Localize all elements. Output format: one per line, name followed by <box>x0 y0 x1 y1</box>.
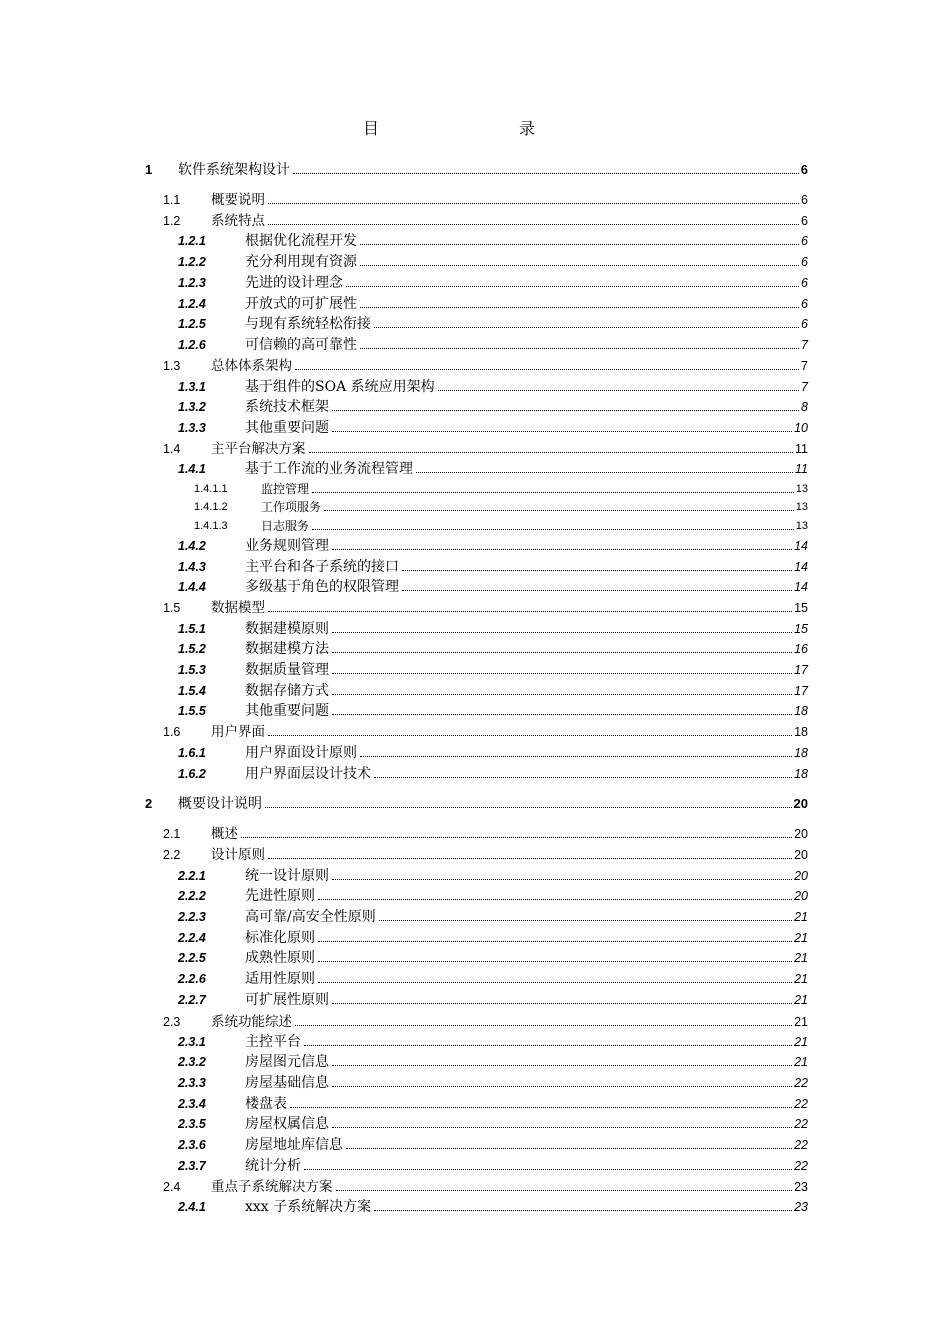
toc-entry-page: 20 <box>794 827 808 841</box>
toc-entry-title: 成熟性原则 <box>245 950 315 966</box>
toc-leader-dots <box>438 390 799 391</box>
toc-leader-dots <box>295 1025 792 1026</box>
toc-entry[interactable] <box>178 1135 808 1153</box>
toc-entry[interactable] <box>178 294 808 312</box>
toc-entry[interactable] <box>178 907 808 925</box>
toc-entry-page: 6 <box>801 255 808 269</box>
toc-entry[interactable] <box>178 764 808 782</box>
toc-entry-page: 23 <box>794 1180 808 1194</box>
toc-leader-dots <box>332 549 792 550</box>
toc-entry-number: 1.5.4 <box>178 684 206 698</box>
toc-entry[interactable] <box>178 681 808 699</box>
page-title: 目 录 <box>362 119 571 138</box>
toc-entry-number: 2.3.2 <box>178 1055 206 1069</box>
toc-entry-number: 1.5.5 <box>178 704 206 718</box>
toc-entry-page: 17 <box>794 684 808 698</box>
toc-entry-number: 1.3.2 <box>178 400 206 414</box>
toc-entry-title: 根据优化流程开发 <box>245 233 357 249</box>
toc-entry-page: 21 <box>794 931 808 945</box>
toc-leader-dots <box>332 673 792 674</box>
toc-entry-title: 重点子系统解决方案 <box>211 1179 333 1195</box>
toc-entry[interactable] <box>163 211 808 229</box>
toc-entry[interactable] <box>145 794 808 812</box>
toc-leader-dots <box>336 1190 793 1191</box>
toc-entry-number: 2.3.3 <box>178 1076 206 1090</box>
toc-entry-page: 18 <box>794 725 808 739</box>
toc-entry[interactable] <box>178 377 808 395</box>
toc-entry[interactable] <box>178 886 808 904</box>
toc-entry[interactable] <box>178 252 808 270</box>
toc-leader-dots <box>332 714 792 715</box>
toc-entry-title: 房屋地址库信息 <box>245 1137 343 1153</box>
toc-entry-number: 2.2.2 <box>178 889 206 903</box>
toc-entry-title: 适用性原则 <box>245 971 315 987</box>
toc-entry-title: 充分利用现有资源 <box>245 254 357 270</box>
toc-entry-number: 1.4.3 <box>178 560 206 574</box>
toc-entry[interactable] <box>178 397 808 415</box>
toc-entry-title: 总体体系架构 <box>211 358 292 374</box>
toc-leader-dots <box>268 735 792 736</box>
toc-entry-title: 软件系统架构设计 <box>178 162 290 178</box>
toc-entry[interactable] <box>178 660 808 678</box>
toc-entry[interactable] <box>178 639 808 657</box>
toc-leader-dots <box>402 570 792 571</box>
toc-entry-title: 日志服务 <box>261 519 310 533</box>
toc-entry-number: 1.3 <box>163 359 181 373</box>
toc-entry-page: 22 <box>794 1076 808 1090</box>
toc-entry-title: xxx 子系统解决方案 <box>245 1199 372 1215</box>
toc-entry[interactable] <box>178 1052 808 1070</box>
toc-leader-dots <box>318 982 792 983</box>
toc-entry-page: 21 <box>794 993 808 1007</box>
toc-leader-dots <box>265 807 792 808</box>
toc-entry-title: 主控平台 <box>245 1034 301 1050</box>
toc-leader-dots <box>304 1169 792 1170</box>
toc-entry[interactable] <box>163 1177 808 1195</box>
toc-leader-dots <box>312 529 794 530</box>
toc-entry-title: 设计原则 <box>211 847 265 863</box>
toc-entry-number: 1.6 <box>163 725 181 739</box>
toc-entry-title: 概要设计说明 <box>178 796 262 812</box>
toc-leader-dots <box>312 492 794 493</box>
toc-entry-page: 14 <box>794 580 808 594</box>
toc-entry-title: 数据建模原则 <box>245 621 329 637</box>
toc-entry-page: 13 <box>795 501 808 513</box>
toc-leader-dots <box>290 1107 792 1108</box>
toc-entry-title: 先进性原则 <box>245 888 315 904</box>
toc-entry[interactable] <box>194 518 808 534</box>
toc-entry-title: 高可靠/高安全性原则 <box>245 909 376 925</box>
toc-entry-title: 开放式的可扩展性 <box>245 296 357 312</box>
toc-entry-title: 基于工作流的业务流程管理 <box>245 461 413 477</box>
toc-entry-number: 2.3.4 <box>178 1097 206 1111</box>
toc-entry-page: 10 <box>794 421 808 435</box>
toc-entry-page: 15 <box>794 622 808 636</box>
toc-entry-page: 7 <box>801 359 808 373</box>
toc-entry-title: 概述 <box>211 826 238 842</box>
toc-entry-title: 监控管理 <box>261 482 310 496</box>
toc-leader-dots <box>304 1045 792 1046</box>
toc-entry-title: 标准化原则 <box>245 930 315 946</box>
toc-entry-page: 20 <box>794 869 808 883</box>
toc-entry-number: 1.4.2 <box>178 539 206 553</box>
toc-entry[interactable] <box>178 335 808 353</box>
toc-entry-page: 7 <box>801 380 808 394</box>
toc-entry-page: 6 <box>801 276 808 290</box>
toc-entry-number: 2.2.3 <box>178 910 206 924</box>
toc-entry[interactable] <box>178 1156 808 1174</box>
toc-leader-dots <box>332 410 799 411</box>
toc-entry-number: 2.2.4 <box>178 931 206 945</box>
toc-entry-number: 1.5.1 <box>178 622 206 636</box>
toc-entry-page: 13 <box>795 520 808 532</box>
toc-leader-dots <box>360 348 799 349</box>
toc-entry[interactable] <box>178 990 808 1008</box>
toc-entry-title: 与现有系统轻松衔接 <box>245 316 371 332</box>
toc-leader-dots <box>379 920 792 921</box>
toc-entry-title: 数据质量管理 <box>245 662 329 678</box>
toc-entry[interactable] <box>194 499 808 515</box>
toc-entry[interactable] <box>178 701 808 719</box>
toc-entry-title: 多级基于角色的权限管理 <box>245 579 399 595</box>
toc-entry-title: 主平台和各子系统的接口 <box>245 559 399 575</box>
toc-entry-number: 1.2.5 <box>178 317 206 331</box>
toc-entry-number: 1.4.1.1 <box>194 483 228 495</box>
toc-entry-number: 1.5.2 <box>178 642 206 656</box>
toc-entry-title: 房屋权属信息 <box>245 1116 329 1132</box>
toc-entry-page: 21 <box>794 951 808 965</box>
toc-leader-dots <box>295 369 799 370</box>
toc-leader-dots <box>332 1065 792 1066</box>
toc-leader-dots <box>332 1127 792 1128</box>
toc-entry-number: 1.6.1 <box>178 746 206 760</box>
toc-entry-number: 1.6.2 <box>178 767 206 781</box>
toc-entry[interactable] <box>178 577 808 595</box>
toc-entry-page: 22 <box>794 1138 808 1152</box>
toc-entry-number: 2.3.1 <box>178 1035 206 1049</box>
toc-entry-page: 6 <box>800 162 808 177</box>
toc-entry-title: 主平台解决方案 <box>211 441 306 457</box>
toc-entry-page: 11 <box>795 462 808 476</box>
toc-leader-dots <box>318 899 792 900</box>
toc-entry[interactable] <box>178 1197 808 1215</box>
toc-entry[interactable] <box>163 356 808 374</box>
toc-entry-number: 2.3 <box>163 1015 181 1029</box>
toc-entry[interactable] <box>178 459 808 477</box>
toc-entry-page: 6 <box>801 317 808 331</box>
toc-entry-number: 1.5 <box>163 601 181 615</box>
toc-entry-page: 18 <box>794 704 808 718</box>
toc-leader-dots <box>374 777 792 778</box>
toc-entry-page: 20 <box>794 848 808 862</box>
toc-entry-number: 1.4.1.3 <box>194 520 228 532</box>
toc-entry-title: 数据存储方式 <box>245 683 329 699</box>
toc-entry-title: 数据模型 <box>211 600 265 616</box>
toc-entry-page: 6 <box>801 214 808 228</box>
toc-entry-number: 1.3.3 <box>178 421 206 435</box>
toc-entry[interactable] <box>163 190 808 208</box>
toc-entry[interactable] <box>178 314 808 332</box>
toc-entry-page: 6 <box>801 234 808 248</box>
toc-leader-dots <box>318 961 792 962</box>
toc-entry-title: 房屋基础信息 <box>245 1075 329 1091</box>
toc-entry-number: 2.3.5 <box>178 1117 206 1131</box>
toc-leader-dots <box>332 1003 792 1004</box>
toc-entry-page: 20 <box>793 796 808 811</box>
toc-leader-dots <box>416 472 793 473</box>
toc-entry-title: 系统特点 <box>211 213 265 229</box>
toc-entry-number: 2.3.6 <box>178 1138 206 1152</box>
toc-entry-number: 1.2.1 <box>178 234 206 248</box>
toc-entry-number: 2.1 <box>163 827 181 841</box>
toc-entry[interactable] <box>178 557 808 575</box>
toc-entry-number: 1.4 <box>163 442 181 456</box>
toc-entry-page: 20 <box>794 889 808 903</box>
toc-entry[interactable] <box>163 1012 808 1030</box>
toc-entry[interactable] <box>178 969 808 987</box>
toc-leader-dots <box>332 652 792 653</box>
toc-entry[interactable] <box>178 1032 808 1050</box>
toc-entry-page: 22 <box>794 1159 808 1173</box>
toc-leader-dots <box>324 510 794 511</box>
toc-entry-number: 1.4.1 <box>178 462 206 476</box>
toc-entry-number: 2.4 <box>163 1180 181 1194</box>
toc-entry-number: 2.2.5 <box>178 951 206 965</box>
toc-entry[interactable] <box>178 619 808 637</box>
toc-entry-page: 7 <box>801 338 808 352</box>
toc-entry-title: 数据建模方法 <box>245 641 329 657</box>
toc-entry[interactable] <box>178 866 808 884</box>
toc-entry-title: 可扩展性原则 <box>245 992 329 1008</box>
toc-leader-dots <box>332 694 792 695</box>
toc-entry-page: 14 <box>794 539 808 553</box>
toc-entry[interactable] <box>194 481 808 497</box>
toc-leader-dots <box>268 224 799 225</box>
toc-entry-title: 基于组件的SOA 系统应用架构 <box>245 379 435 395</box>
toc-entry-page: 21 <box>794 910 808 924</box>
toc-entry-title: 用户界面设计原则 <box>245 745 357 761</box>
toc-entry-title: 概要说明 <box>211 192 265 208</box>
toc-entry-title: 统一设计原则 <box>245 868 329 884</box>
toc-entry[interactable] <box>178 928 808 946</box>
toc-leader-dots <box>268 203 799 204</box>
toc-leader-dots <box>374 1210 792 1211</box>
toc-entry[interactable] <box>145 160 808 178</box>
toc-entry[interactable] <box>178 948 808 966</box>
toc-entry-title: 统计分析 <box>245 1158 301 1174</box>
toc-entry-title: 业务规则管理 <box>245 538 329 554</box>
toc-entry-number: 1.2.6 <box>178 338 206 352</box>
toc-leader-dots <box>309 452 794 453</box>
toc-entry[interactable] <box>178 1094 808 1112</box>
toc-entry-page: 6 <box>801 297 808 311</box>
toc-leader-dots <box>332 431 792 432</box>
toc-entry-title: 可信赖的高可靠性 <box>245 337 357 353</box>
toc-entry[interactable] <box>178 743 808 761</box>
toc-leader-dots <box>360 265 799 266</box>
toc-entry-page: 11 <box>795 442 808 456</box>
toc-entry[interactable] <box>178 273 808 291</box>
toc-leader-dots <box>268 611 792 612</box>
toc-leader-dots <box>346 286 799 287</box>
toc-leader-dots <box>332 879 792 880</box>
toc-leader-dots <box>332 1086 792 1087</box>
toc-entry[interactable] <box>178 418 808 436</box>
toc-entry-title: 其他重要问题 <box>245 420 329 436</box>
toc-entry-page: 23 <box>794 1200 808 1214</box>
toc-entry-page: 18 <box>794 767 808 781</box>
toc-leader-dots <box>374 327 799 328</box>
toc-entry[interactable] <box>178 1073 808 1091</box>
toc-entry-page: 17 <box>794 663 808 677</box>
toc-entry-title: 先进的设计理念 <box>245 275 343 291</box>
toc-entry-number: 2.2.6 <box>178 972 206 986</box>
toc-entry-title: 楼盘表 <box>245 1096 287 1112</box>
toc-entry-number: 1.2.3 <box>178 276 206 290</box>
toc-entry-title: 系统功能综述 <box>211 1014 292 1030</box>
toc-entry-page: 13 <box>795 483 808 495</box>
toc-leader-dots <box>360 756 792 757</box>
toc-leader-dots <box>360 244 799 245</box>
toc-entry-title: 系统技术框架 <box>245 399 329 415</box>
toc-entry-page: 22 <box>794 1117 808 1131</box>
toc-entry-page: 21 <box>794 972 808 986</box>
toc-leader-dots <box>402 590 792 591</box>
toc-entry-number: 2.2 <box>163 848 181 862</box>
toc-entry-number: 1.4.1.2 <box>194 501 228 513</box>
toc-entry-number: 2.4.1 <box>178 1200 206 1214</box>
toc-entry-number: 1.2 <box>163 214 181 228</box>
toc-leader-dots <box>318 941 792 942</box>
toc-entry-page: 21 <box>794 1035 808 1049</box>
toc-entry[interactable] <box>163 845 808 863</box>
toc-entry-number: 2.2.7 <box>178 993 206 1007</box>
toc-entry[interactable] <box>178 231 808 249</box>
toc-entry-page: 8 <box>801 400 808 414</box>
toc-entry-number: 1.2.4 <box>178 297 206 311</box>
toc-entry-number: 1.2.2 <box>178 255 206 269</box>
toc-entry[interactable] <box>163 439 808 457</box>
toc-entry-page: 21 <box>794 1055 808 1069</box>
toc-entry-title: 房屋图元信息 <box>245 1054 329 1070</box>
toc-entry-number: 1.4.4 <box>178 580 206 594</box>
toc-leader-dots <box>241 837 792 838</box>
toc-entry[interactable] <box>163 824 808 842</box>
toc-entry[interactable] <box>163 598 808 616</box>
toc-entry-page: 16 <box>794 642 808 656</box>
toc-entry[interactable] <box>163 722 808 740</box>
toc-entry[interactable] <box>178 1114 808 1132</box>
toc-entry-page: 14 <box>794 560 808 574</box>
toc-entry-title: 用户界面层设计技术 <box>245 766 371 782</box>
toc-entry-title: 用户界面 <box>211 724 265 740</box>
toc-entry-title: 工作项服务 <box>261 500 322 514</box>
toc-entry-page: 18 <box>794 746 808 760</box>
toc-leader-dots <box>268 858 792 859</box>
toc-leader-dots <box>293 173 799 174</box>
toc-entry-number: 1.5.3 <box>178 663 206 677</box>
toc-entry-page: 22 <box>794 1097 808 1111</box>
toc-entry-number: 2 <box>145 796 153 811</box>
toc-entry-number: 2.2.1 <box>178 869 206 883</box>
toc-entry-number: 1.1 <box>163 193 181 207</box>
toc-entry-number: 1 <box>145 162 153 177</box>
toc-leader-dots <box>360 307 799 308</box>
toc-entry-title: 其他重要问题 <box>245 703 329 719</box>
toc-entry-page: 21 <box>794 1015 808 1029</box>
toc-entry-page: 15 <box>794 601 808 615</box>
toc-entry-number: 2.3.7 <box>178 1159 206 1173</box>
toc-entry-number: 1.3.1 <box>178 380 206 394</box>
toc-entry[interactable] <box>178 536 808 554</box>
toc-leader-dots <box>332 632 792 633</box>
toc-entry-page: 6 <box>801 193 808 207</box>
toc-leader-dots <box>346 1148 792 1149</box>
